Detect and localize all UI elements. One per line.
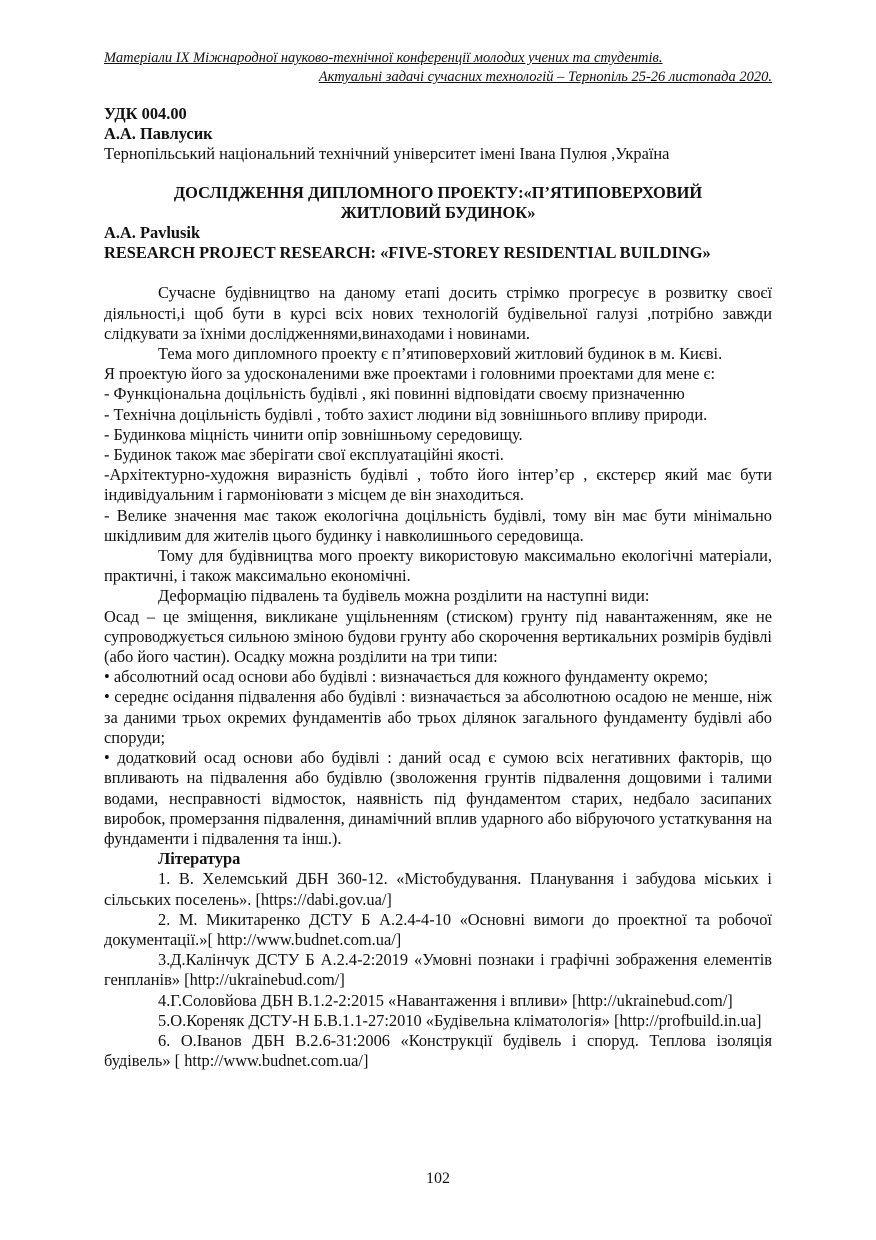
reference-item: 1. В. Хелемський ДБН 360-12. «Містобудування. Планування і забудова міських і сільських поселень». [https://dabi.gov.ua/] [104, 869, 772, 909]
reference-item: 2. М. Микитаренко ДСТУ Б А.2.4-4-10 «Основні вимоги до проектної та робочої документації.»[ http://www.budnet.com.ua/] [104, 909, 772, 949]
reference-item: 6. О.Іванов ДБН В.2.6-31:2006 «Конструкції будівель і споруд. Теплова ізоляція будівель» [ http://www.budnet.com.ua/] [104, 1030, 772, 1071]
page-number: 102 [426, 1170, 450, 1187]
list-item: - Функціональна доцільність будівлі , які повинні відповідати своєму призначенню [104, 384, 685, 404]
paragraph: Я проектую його за удосконаленими вже проектами і головними проектами для мене є: [104, 364, 716, 384]
affiliation: Тернопільський національний технічний університет імені Івана Пулюя ,Україна [104, 144, 670, 164]
paragraph: Осад – це зміщення, викликане ущільненням (стиском) грунту під навантаженням, яке не супроводжується сильною зміною будови грунту або скорочення вертикальних розмірів будівлі (або його частин). Осадку можна розділити на три типи: [104, 606, 772, 667]
paragraph: Тому для будівництва мого проекту використовую максимально екологічні матеріали, практичні, і також максимально економічні. [104, 546, 772, 586]
title-ua: ДОСЛІДЖЕННЯ ДИПЛОМНОГО ПРОЕКТУ:«П’ЯТИПОВЕРХОВИЙ ЖИТЛОВИЙ БУДИНОК» [173, 182, 703, 222]
list-item: - Будинкова міцність чинити опір зовнішньому середовищу. [104, 424, 523, 444]
list-item: - Будинок також має зберігати свої експлуатаційні якості. [104, 445, 504, 465]
bullet-item: • додатковий осад основи або будівлі : даний осад є сумою всіх негативних факторів, що впливають на підвалення або будівлю (зволоження грунтів підвалення дощовими і талими водами, несправності відмосток, наявність під фундаментом старих, недбало засипаних виробок, промерзання підвалення, динамічний вплив ударного або вібруючого устаткування на фундаменти і підвалення та інш.). [104, 748, 772, 848]
bullet-item: • середнє осідання підвалення або будівлі : визначається за абсолютною осадою не менше, ніж за даними трьох окремих фундаментів або трьох ділянок загального фундаменту будівлі або споруди; [104, 687, 772, 747]
udk-code: УДК 004.00 [104, 104, 187, 123]
literature-heading: Література [158, 849, 241, 869]
bullet-item: • абсолютний осад основи або будівлі : визначається для кожного фундаменту окремо; [104, 667, 709, 687]
reference-item: 3.Д.Калінчук ДСТУ Б А.2.4-2:2019 «Умовні познаки і графічні зображення елементів генпланів» [http://ukrainebud.com/] [104, 950, 772, 990]
author-ua: А.А. Павлусик [104, 124, 213, 144]
list-item: - Технічна доцільність будівлі , тобто захист людини від зовнішнього впливу природи. [104, 404, 708, 424]
reference-item: 4.Г.Соловйова ДБН В.1.2-2:2015 «Навантаження і впливи» [http://ukrainebud.com/] [158, 990, 733, 1010]
article-body [104, 104, 772, 1071]
list-item: -Архітектурно-художня виразність будівлі , тобто його інтер’єр , єкстерєр який має бути індивідуальним і гармоніювати з місцем де він знаходиться. [104, 465, 772, 505]
paragraph: Тема мого дипломного проекту є п’ятиповерховий житловий будинок в м. Києві. [158, 344, 723, 364]
reference-item: 5.О.Кореняк ДСТУ-Н Б.В.1.1-27:2010 «Будівельна кліматологія» [http://profbuild.in.ua] [158, 1010, 762, 1030]
conference-header-line2: Актуальні задачі сучасних технологій – Тернопіль 25-26 листопада 2020. [318, 69, 772, 85]
list-item: - Велике значення має також екологічна доцільність будівлі, тому він має бути мінімально шкідливим для жителів цього будинку і навколишнього середовища. [104, 505, 772, 545]
conference-header-line1: Матеріали IX Міжнародної науково-технічної конференції молодих учених та студентів. [104, 50, 663, 66]
title-en: RESEARCH PROJECT RESEARCH: «FIVE-STOREY RESIDENTIAL BUILDING» [104, 243, 711, 263]
paragraph: Сучасне будівництво на даному етапі досить стрімко прогресує в розвитку своєї діяльності,і щоб бути в курсі всіх нових технологій будівельної галузі ,потрібно завжди слідкувати за їхніми дослідженнями,винаходами і новинами. [104, 283, 772, 343]
paragraph: Деформацію підвалень та будівель можна розділити на наступні види: [158, 586, 650, 606]
author-en: A.A. Pavlusik [104, 223, 201, 243]
